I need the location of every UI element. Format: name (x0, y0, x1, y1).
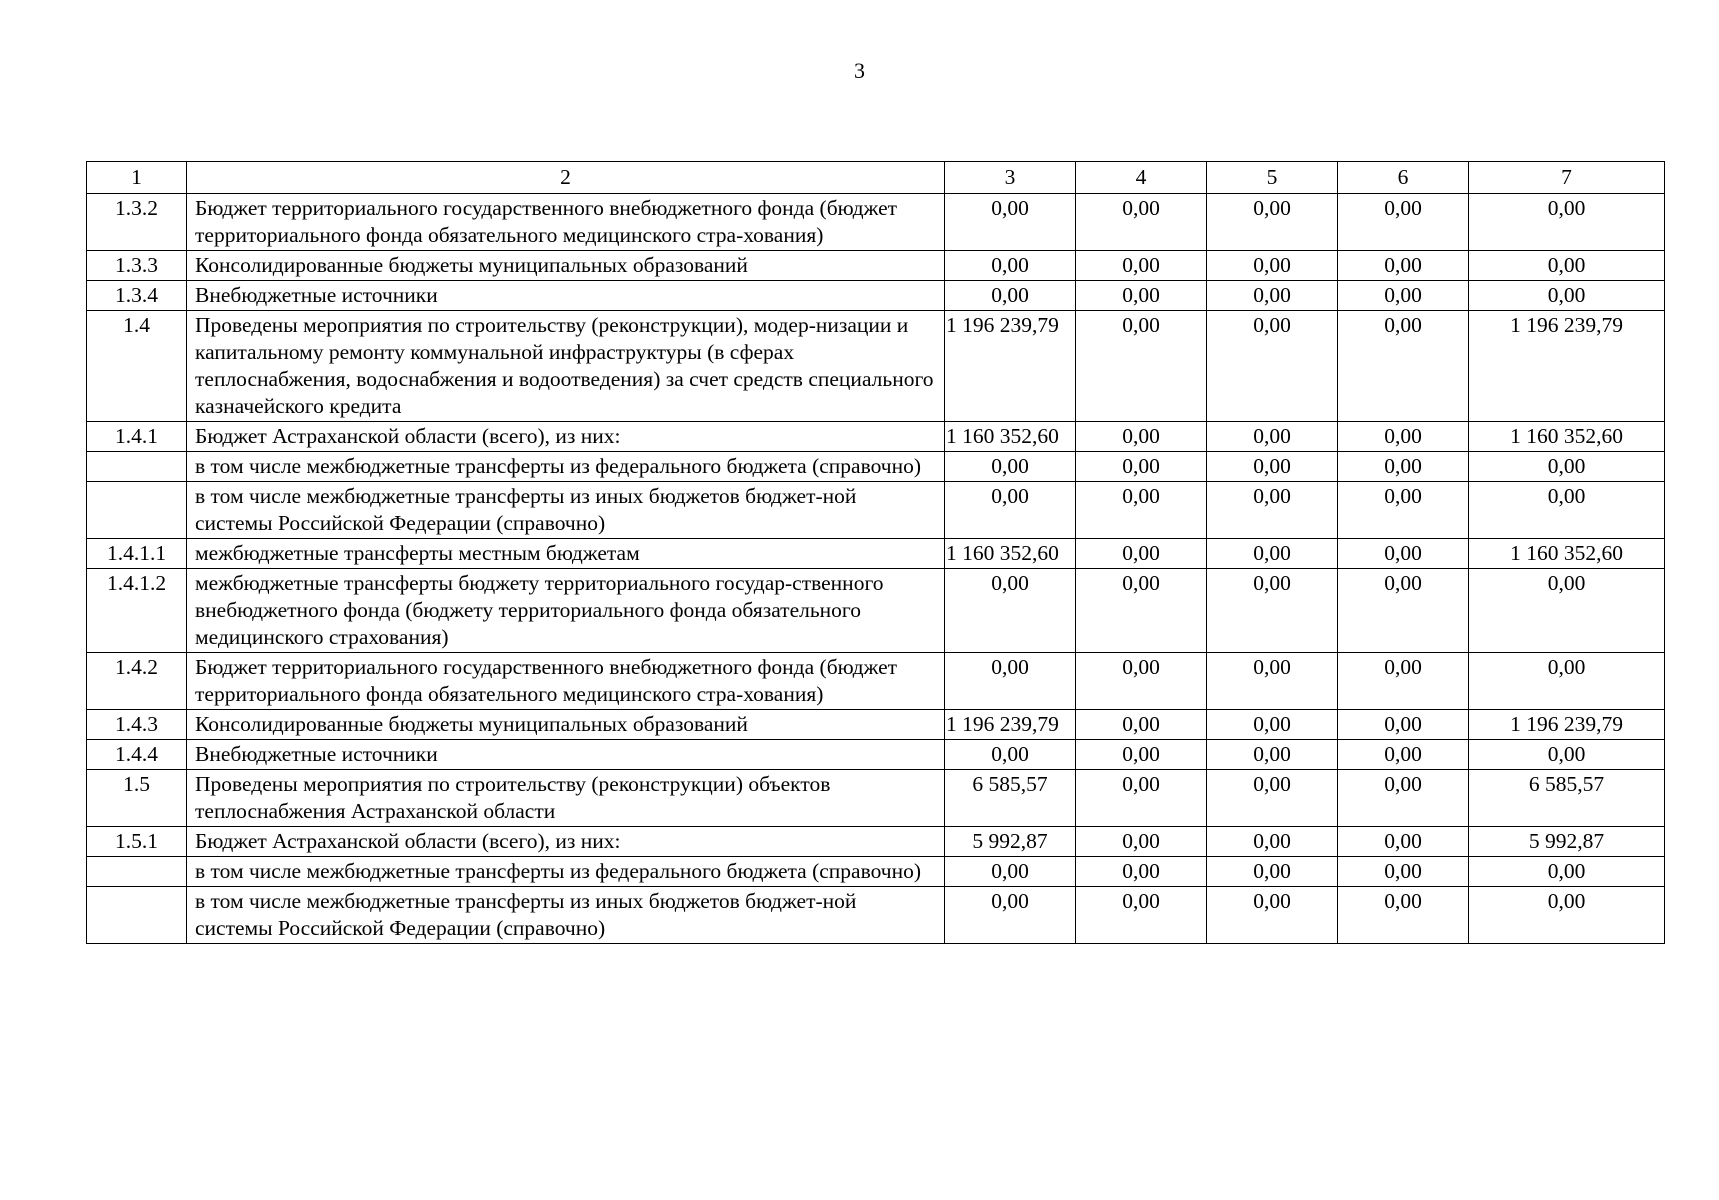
value-col-5: 0,00 (1207, 827, 1338, 857)
value-col-3: 0,00 (945, 887, 1076, 944)
value-col-4: 0,00 (1076, 710, 1207, 740)
value-col-3: 1 196 239,79 (945, 710, 1076, 740)
table-row (87, 452, 1665, 482)
table-row (87, 770, 1665, 827)
value-col-6: 0,00 (1338, 452, 1469, 482)
value-col-4: 0,00 (1076, 887, 1207, 944)
value-col-7: 0,00 (1469, 281, 1665, 311)
value-col-3: 1 160 352,60 (945, 539, 1076, 569)
value-col-6: 0,00 (1338, 422, 1469, 452)
value-col-7: 0,00 (1469, 194, 1665, 251)
value-col-4: 0,00 (1076, 653, 1207, 710)
header-cell: 5 (1207, 162, 1338, 194)
value-col-6: 0,00 (1338, 251, 1469, 281)
header-cell: 1 (87, 162, 187, 194)
value-col-3: 1 196 239,79 (945, 311, 1076, 422)
page-number: 3 (854, 58, 865, 83)
value-col-4: 0,00 (1076, 422, 1207, 452)
row-code: 1.4.3 (87, 710, 187, 740)
table-row (87, 482, 1665, 539)
table-row (87, 539, 1665, 569)
value-col-5: 0,00 (1207, 452, 1338, 482)
value-col-4: 0,00 (1076, 539, 1207, 569)
value-col-5: 0,00 (1207, 569, 1338, 653)
table-row (87, 422, 1665, 452)
value-col-3: 6 585,57 (945, 770, 1076, 827)
table-row (87, 569, 1665, 653)
value-col-4: 0,00 (1076, 311, 1207, 422)
row-code (87, 887, 187, 944)
value-col-3: 0,00 (945, 569, 1076, 653)
row-code (87, 857, 187, 887)
row-code: 1.3.3 (87, 251, 187, 281)
row-code: 1.4.1 (87, 422, 187, 452)
row-name: Внебюджетные источники (187, 740, 945, 770)
value-col-5: 0,00 (1207, 857, 1338, 887)
table-row (87, 251, 1665, 281)
row-name: Бюджет Астраханской области (всего), из них: (187, 827, 945, 857)
row-code: 1.3.4 (87, 281, 187, 311)
row-code: 1.4.1.2 (87, 569, 187, 653)
header-cell: 6 (1338, 162, 1469, 194)
row-name: в том числе межбюджетные трансферты из федерального бюджета (справочно) (187, 857, 945, 887)
table-row (87, 311, 1665, 422)
value-col-7: 5 992,87 (1469, 827, 1665, 857)
value-col-3: 0,00 (945, 482, 1076, 539)
value-col-3: 0,00 (945, 281, 1076, 311)
value-col-3: 0,00 (945, 452, 1076, 482)
row-name: в том числе межбюджетные трансферты из иных бюджетов бюджет-ной системы Российской Федерации (справочно) (187, 887, 945, 944)
row-code: 1.4.2 (87, 653, 187, 710)
value-col-4: 0,00 (1076, 281, 1207, 311)
table-row (87, 194, 1665, 251)
table-row (87, 857, 1665, 887)
value-col-4: 0,00 (1076, 827, 1207, 857)
value-col-4: 0,00 (1076, 857, 1207, 887)
value-col-5: 0,00 (1207, 887, 1338, 944)
row-code: 1.4.4 (87, 740, 187, 770)
row-code: 1.4 (87, 311, 187, 422)
value-col-3: 0,00 (945, 251, 1076, 281)
row-name: межбюджетные трансферты местным бюджетам (187, 539, 945, 569)
value-col-6: 0,00 (1338, 281, 1469, 311)
value-col-6: 0,00 (1338, 710, 1469, 740)
row-code: 1.5.1 (87, 827, 187, 857)
header-cell: 7 (1469, 162, 1665, 194)
value-col-6: 0,00 (1338, 569, 1469, 653)
value-col-5: 0,00 (1207, 482, 1338, 539)
table-row (87, 653, 1665, 710)
row-name: Консолидированные бюджеты муниципальных образований (187, 251, 945, 281)
value-col-5: 0,00 (1207, 251, 1338, 281)
value-col-5: 0,00 (1207, 311, 1338, 422)
row-code: 1.4.1.1 (87, 539, 187, 569)
value-col-5: 0,00 (1207, 422, 1338, 452)
row-name: Проведены мероприятия по строительству (реконструкции) объектов теплоснабжения Астраханской области (187, 770, 945, 827)
table-row (87, 740, 1665, 770)
value-col-6: 0,00 (1338, 740, 1469, 770)
value-col-6: 0,00 (1338, 653, 1469, 710)
row-name: Бюджет Астраханской области (всего), из них: (187, 422, 945, 452)
row-name: Бюджет территориального государственного внебюджетного фонда (бюджет территориального фонда обязательного медицинского стра-хования) (187, 194, 945, 251)
value-col-6: 0,00 (1338, 482, 1469, 539)
row-code: 1.5 (87, 770, 187, 827)
table-row (87, 281, 1665, 311)
value-col-6: 0,00 (1338, 857, 1469, 887)
value-col-6: 0,00 (1338, 887, 1469, 944)
value-col-7: 0,00 (1469, 251, 1665, 281)
value-col-5: 0,00 (1207, 653, 1338, 710)
row-name: Проведены мероприятия по строительству (реконструкции), модер-низации и капитальному ремонту коммунальной инфраструктуры (в сферах теплоснабжения, водоснабжения и водоотведения) за счет средств специального казначейского кредита (187, 311, 945, 422)
value-col-5: 0,00 (1207, 539, 1338, 569)
value-col-3: 0,00 (945, 740, 1076, 770)
value-col-4: 0,00 (1076, 482, 1207, 539)
value-col-7: 0,00 (1469, 569, 1665, 653)
table-row (87, 827, 1665, 857)
value-col-6: 0,00 (1338, 827, 1469, 857)
row-name: Внебюджетные источники (187, 281, 945, 311)
value-col-6: 0,00 (1338, 539, 1469, 569)
value-col-3: 5 992,87 (945, 827, 1076, 857)
value-col-4: 0,00 (1076, 770, 1207, 827)
row-name: межбюджетные трансферты бюджету территориального государ-ственного внебюджетного фонда (бюджету территориального фонда обязательного медицинского страхования) (187, 569, 945, 653)
value-col-4: 0,00 (1076, 569, 1207, 653)
value-col-3: 0,00 (945, 653, 1076, 710)
budget-table (86, 161, 1665, 944)
value-col-7: 1 196 239,79 (1469, 710, 1665, 740)
value-col-4: 0,00 (1076, 740, 1207, 770)
table-row (87, 887, 1665, 944)
value-col-7: 0,00 (1469, 740, 1665, 770)
value-col-4: 0,00 (1076, 251, 1207, 281)
header-row (87, 162, 1665, 194)
value-col-6: 0,00 (1338, 194, 1469, 251)
value-col-4: 0,00 (1076, 452, 1207, 482)
value-col-5: 0,00 (1207, 710, 1338, 740)
header-cell: 3 (945, 162, 1076, 194)
value-col-7: 0,00 (1469, 452, 1665, 482)
row-name: в том числе межбюджетные трансферты из федерального бюджета (справочно) (187, 452, 945, 482)
value-col-7: 1 160 352,60 (1469, 539, 1665, 569)
row-name: в том числе межбюджетные трансферты из иных бюджетов бюджет-ной системы Российской Федерации (справочно) (187, 482, 945, 539)
value-col-5: 0,00 (1207, 194, 1338, 251)
value-col-5: 0,00 (1207, 281, 1338, 311)
value-col-5: 0,00 (1207, 770, 1338, 827)
value-col-7: 0,00 (1469, 482, 1665, 539)
value-col-7: 0,00 (1469, 887, 1665, 944)
value-col-6: 0,00 (1338, 770, 1469, 827)
value-col-7: 1 196 239,79 (1469, 311, 1665, 422)
value-col-3: 1 160 352,60 (945, 422, 1076, 452)
row-name: Бюджет территориального государственного внебюджетного фонда (бюджет территориального фонда обязательного медицинского стра-хования) (187, 653, 945, 710)
value-col-7: 6 585,57 (1469, 770, 1665, 827)
table-row (87, 710, 1665, 740)
value-col-7: 0,00 (1469, 857, 1665, 887)
value-col-3: 0,00 (945, 857, 1076, 887)
value-col-4: 0,00 (1076, 194, 1207, 251)
row-name: Консолидированные бюджеты муниципальных образований (187, 710, 945, 740)
row-code (87, 482, 187, 539)
value-col-7: 1 160 352,60 (1469, 422, 1665, 452)
header-cell: 4 (1076, 162, 1207, 194)
value-col-6: 0,00 (1338, 311, 1469, 422)
value-col-7: 0,00 (1469, 653, 1665, 710)
value-col-5: 0,00 (1207, 740, 1338, 770)
row-code: 1.3.2 (87, 194, 187, 251)
value-col-3: 0,00 (945, 194, 1076, 251)
header-cell: 2 (187, 162, 945, 194)
row-code (87, 452, 187, 482)
